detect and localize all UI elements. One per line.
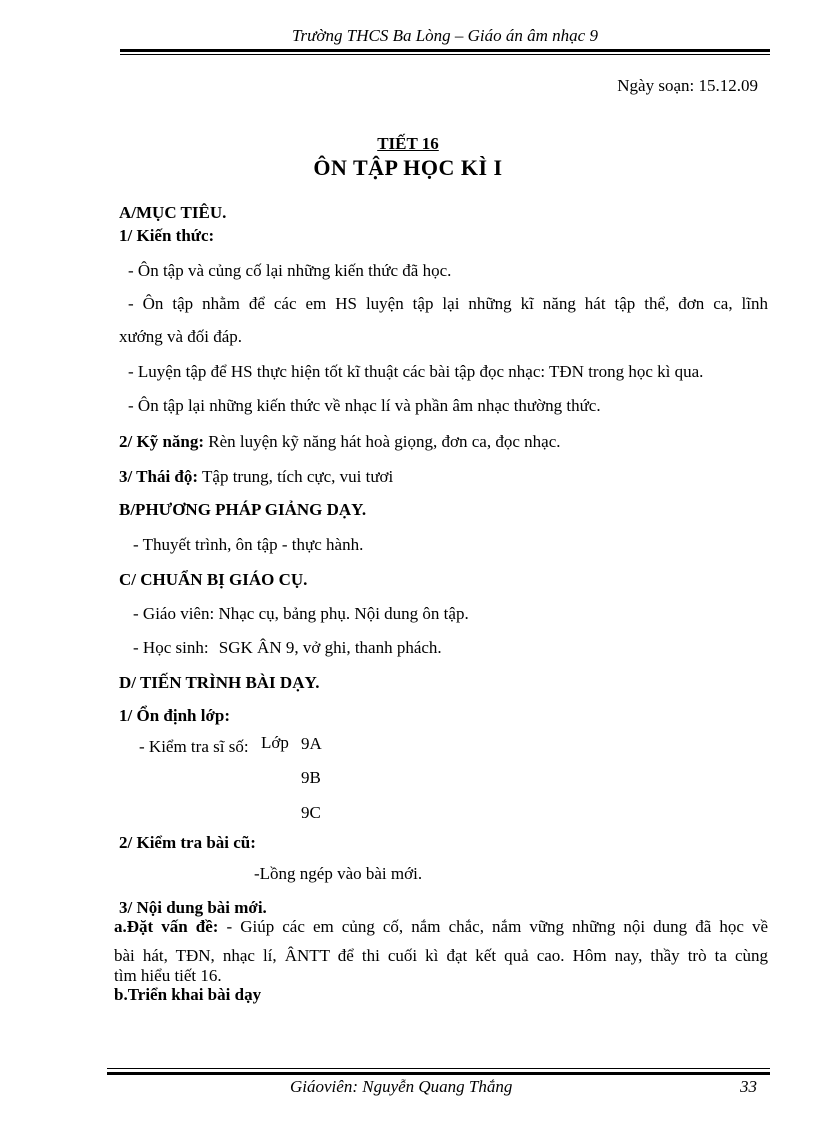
lesson-title: ÔN TẬP HỌC KÌ I bbox=[313, 155, 503, 180]
section-a-heading: A/MỤC TIÊU. bbox=[119, 203, 227, 222]
knowledge-item-4: - Ôn tập lại những kiến thức về nhạc lí và phần âm nhạc thường thức. bbox=[128, 396, 601, 415]
method-item: - Thuyết trình, ôn tập - thực hành. bbox=[133, 535, 364, 554]
intro-line-1 bbox=[114, 917, 768, 937]
section-d-heading: D/ TIẾN TRÌNH BÀI DẠY. bbox=[119, 673, 320, 692]
skill-label: 2/ Kỹ năng: bbox=[119, 432, 205, 451]
lesson-number: TIẾT 16 bbox=[377, 134, 439, 153]
student-text: SGK ÂN 9, vở ghi, thanh phách. bbox=[218, 638, 442, 657]
intro-line-3: tìm hiểu tiết 16. bbox=[114, 966, 222, 985]
deploy-heading: b.Triển khai bài dạy bbox=[114, 985, 262, 1004]
teacher-text: Nội dung ôn tập. bbox=[354, 604, 469, 623]
student-tools bbox=[133, 638, 442, 658]
section-b-heading: B/PHƯƠNG PHÁP GIẢNG DẠY. bbox=[119, 500, 367, 519]
class-word: Lớp bbox=[261, 733, 289, 752]
attendance-label: - Kiểm tra sĩ số: bbox=[139, 737, 249, 756]
skill-text: Rèn luyện kỹ năng hát hoà giọng, đơn ca, đọc nhạc. bbox=[208, 432, 561, 451]
teacher-tools bbox=[133, 604, 469, 624]
preparation-date: Ngày soạn: 15.12.09 bbox=[617, 76, 758, 95]
knowledge-item-3: - Luyện tập để HS thực hiện tốt kĩ thuật các bài tập đọc nhạc: TĐN trong học kì qua. bbox=[128, 362, 704, 381]
intro-label: a.Đặt vấn đề: bbox=[114, 917, 219, 936]
header-rule bbox=[120, 49, 770, 52]
attitude-label: 3/ Thái độ: bbox=[119, 467, 199, 486]
intro-text-1: - Giúp các em củng cố, nắm chắc, nắm vững những nội dung đã học về bbox=[226, 917, 768, 936]
knowledge-item-2-cont: xướng và đối đáp. bbox=[119, 327, 243, 346]
footer-rule bbox=[107, 1072, 770, 1075]
knowledge-heading: 1/ Kiến thức: bbox=[119, 226, 215, 245]
class-9c: 9C bbox=[301, 803, 321, 822]
attitude-line bbox=[119, 467, 393, 487]
attitude-text: Tập trung, tích cực, vui tươi bbox=[202, 467, 394, 486]
knowledge-item-2: - Ôn tập nhằm để các em HS luyện tập lại những kĩ năng hát tập thể, đơn ca, lĩnh bbox=[128, 294, 768, 313]
step3-heading: 3/ Nội dung bài mới. bbox=[119, 898, 267, 917]
step2-heading: 2/ Kiểm tra bài cũ: bbox=[119, 833, 256, 852]
step1-heading: 1/ Ổn định lớp: bbox=[119, 706, 230, 725]
knowledge-item-1: - Ôn tập và củng cố lại những kiến thức đã học. bbox=[128, 261, 452, 280]
footer-teacher: Giáoviên: Nguyễn Quang Thắng bbox=[290, 1077, 513, 1096]
header-rule-thin bbox=[120, 54, 770, 55]
student-label: - Học sinh: bbox=[133, 638, 209, 657]
class-9b: 9B bbox=[301, 768, 321, 787]
class-9a: 9A bbox=[301, 734, 322, 753]
footer-rule-thin bbox=[107, 1068, 770, 1069]
skill-line bbox=[119, 432, 560, 452]
section-c-heading: C/ CHUẨN BỊ GIÁO CỤ. bbox=[119, 570, 308, 589]
page-header: Trường THCS Ba Lòng – Giáo án âm nhạc 9 bbox=[292, 26, 598, 45]
intro-line-2: bài hát, TĐN, nhạc lí, ÂNTT để thi cuối kì đạt kết quả cao. Hôm nay, thầy trò ta cùng bbox=[114, 946, 768, 965]
step2-text: -Lồng ngép vào bài mới. bbox=[254, 864, 423, 883]
teacher-label: - Giáo viên: Nhạc cụ, bảng phụ. bbox=[133, 604, 351, 623]
page-number: 33 bbox=[740, 1077, 757, 1096]
